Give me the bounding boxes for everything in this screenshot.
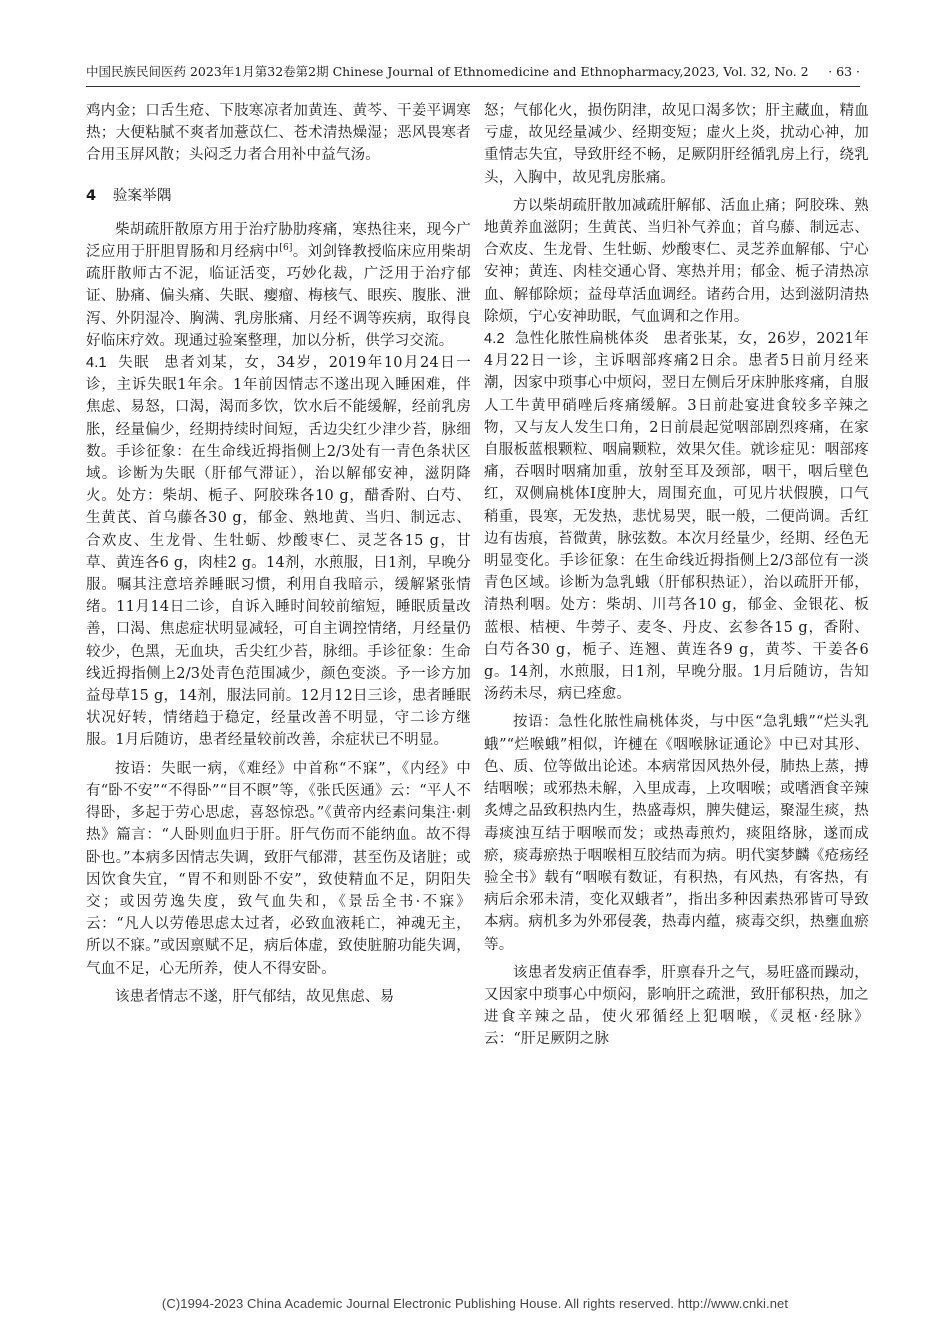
paragraph-text: 柴胡疏肝散原方用于治疗胁肋疼痛，寒热往来，现今广泛应用于肝胆胃肠和月经病中 <box>86 221 471 261</box>
citation-ref[interactable]: [6] <box>279 243 293 254</box>
section-number: 4 <box>86 187 97 204</box>
subsection-number: 4.2 <box>484 331 505 348</box>
comment-paragraph: 按语：急性化脓性扁桃体炎，与中医“急乳蛾”“烂头乳蛾”“烂喉蛾”相似，许槤在《咽喉脉证通论》中已对其形、色、质、位等做出论述。本病常因风热外侵，肺热上蒸，搏结咽喉；或邪热未解，入里成毒，上攻咽喉；或嗜酒食辛辣炙煿之品致积热内生，热盛毒炽，脾失健运，聚湿生痰，热毒痰浊互结于咽喉而发；或热毒煎灼，痰阻络脉，遂而成瘀，痰毒瘀热于咽喉相互胶结而为病。明代窦梦麟《疮疡经验全书》载有“咽喉有数证，有积热，有风热，有客热，有病后余邪未清，变化双蛾者”，指出多种因素热邪皆可导致本病。病机多为外邪侵袭，热毒内蕴，痰毒交织，热壅血瘀等。 <box>484 714 869 953</box>
case-text: 患者刘某，女，34岁，2019年10月24日一诊，主诉失眠1年余。1年前因情志不遂出现入睡困难，伴焦虑、易怒，口渴，渴而多饮，饮水后不能缓解，经前乳房胀，经量偏少，经期持续时间短，舌边尖红少津少苔，脉细数。手诊征象：在生命线近拇指侧上2/3处有一青色条状区域。诊断为失眠（肝郁气滞证），治以解郁安神，滋阴降火。处方：柴胡、栀子、阿胶珠各10 g，醋香附、白芍、生黄芪、首乌藤各30 g，郁金、熟地黄、当归、制远志、合欢皮、生龙骨、生牡蛎、炒酸枣仁、灵芝各15 g，甘草、黄连各6 g，肉桂2 g。14剂，水煎服，日1剂，早晚分服。嘱其注意培养睡眠习惯，利用自我暗示，缓解紧张情绪。11月14日二诊，自诉入睡时间较前缩短，睡眠质量改善，口渴、焦虑症状明显减轻，可自主调控情绪，月经量仍较少，色黑，无血块，舌尖红少苔，脉细。手诊征象：生命线近拇指侧上2/3处青色范围减少，颜色变淡。予一诊方加益母草15 g，14剂，服法同前。12月12日三诊，患者睡眠状况好转，情绪趋于稳定，经量改善不明显，守二诊方继服。1月后随访，患者经量较前改善，余症状已不明显。 <box>86 355 471 749</box>
right-column <box>484 100 869 1051</box>
running-header <box>86 58 860 86</box>
copyright-footer: (C)1994-2023 China Academic Journal Electronic Publishing House. All rights reserved. http://www.cnki.net <box>161 1296 789 1311</box>
header-rule <box>86 86 860 87</box>
section-title: 验案举隅 <box>112 187 172 204</box>
journal-citation: 中国民族民间医药 2023年1月第32卷第2期 Chinese Journal of Ethnomedicine and Ethnopharmacy,2023, Vol. 32, No. 2 <box>86 64 809 79</box>
case-paragraph <box>484 328 869 705</box>
subsection-title: 急性化脓性扁桃体炎 <box>514 331 650 348</box>
paragraph-intro <box>86 219 471 352</box>
section-heading <box>86 185 471 207</box>
paragraph-text: 方以柴胡疏肝散加减疏肝解郁、活血止痛；阿胶珠、熟地黄养血滋阴；生黄芪、当归补气养血；首乌藤、制远志、合欢皮、生龙骨、生牡蛎、炒酸枣仁、灵芝养血解郁、宁心安神；黄连、肉桂交通心肾、寒热并用；郁金、栀子清热凉血、解郁除烦；益母草活血调经。诸药合用，达到滋阴清热除烦，宁心安神助眠，气血调和之作用。 <box>484 197 869 325</box>
paragraph-continued: 鸡内金；口舌生疮、下肢寒凉者加黄连、黄芩、干姜平调寒热；大便粘腻不爽者加薏苡仁、苍术清热燥湿；恶风畏寒者合用玉屏风散；头闷乏力者合用补中益气汤。 <box>86 103 471 164</box>
page-number: · 63 · <box>828 64 860 79</box>
subsection-title: 失眠 <box>116 355 151 372</box>
case-text: 患者张某，女，26岁，2021年4月22日一诊，主诉咽部疼痛2日余。患者5日前月经来潮，因家中琐事心中烦闷，翌日左侧后牙床肿胀疼痛，自服人工牛黄甲硝唑后疼痛缓解。3日前赴宴进食较多辛辣之物，又与友人发生口角，2日前晨起觉咽部剧烈疼痛，在家自服板蓝根颗粒、咽扁颗粒，效果欠佳。就诊症见：咽部疼痛，吞咽时咽痛加重，放射至耳及颈部，咽干，咽后壁色红，双侧扁桃体Ⅰ度肿大，周围充血，可见片状假膜，口气稍重，畏寒，无发热，悲忧易哭，眠一般，二便尚调。舌红边有齿痕，苔微黄，脉弦数。本次月经量少，经期、经色无明显变化。手诊征象：在生命线近拇指侧上2/3部位有一淡青色区域。诊断为急乳蛾（肝郁积热证），治以疏肝开郁，清热利咽。处方：柴胡、川芎各10 g，郁金、金银花、板蓝根、桔梗、牛蒡子、麦冬、丹皮、玄参各15 g，香附、白芍各30 g，栀子、连翘、黄连各9 g，黄芩、干姜各6 g。14剂，水煎服，日1剂，早晚分服。1月后随访，告知汤药未尽，病已痊愈。 <box>484 331 869 703</box>
paragraph-text: 该患者情志不遂，肝气郁结，故见焦虑、易 <box>115 988 395 1005</box>
paragraph-text: 。刘剑锋教授临床应用柴胡疏肝散师古不泥，临证活变，巧妙化裁，广泛用于治疗郁证、胁痛、偏头痛、失眠、瘿瘤、梅核气、眼疾、腹胀、泄泻、外阴湿冷、胸满、乳房胀痛、月经不调等疾病，取得良好临床疗效。现通过验案整理，加以分析，供学习交流。 <box>86 244 471 349</box>
case-paragraph <box>86 352 471 752</box>
subsection-number: 4.1 <box>86 355 107 372</box>
left-column <box>86 100 471 1008</box>
paragraph-continued: 怒；气郁化火，损伤阴津，故见口渴多饮；肝主藏血，精血亏虚，故见经量减少、经期变短；虚火上炎，扰动心神，加重情志失宜，导致肝经不畅，足厥阴肝经循乳房上行，绕乳头，入胸中，故见乳房胀痛。 <box>484 103 869 186</box>
comment-paragraph: 按语：失眠一病，《难经》中首称“不寐”，《内经》中有“卧不安”“不得卧”“目不瞑”等，《张氏医通》云：“平人不得卧，多起于劳心思虑，喜怒惊恐。”《黄帝内经素问集注·刺热》篇言：“人卧则血归于肝。肝气伤而不能纳血。故不得卧也。”本病多因情志失调，致肝气郁滞，甚至伤及诸脏；或因饮食失宜，“胃不和则卧不安”，致使精血不足，阴阳失交；或因劳逸失度，致气血失和，《景岳全书·不寐》云：“凡人以劳倦思虑太过者，必致血液耗亡，神魂无主，所以不寐。”或因禀赋不足，病后体虚，致使脏腑功能失调，气血不足，心无所养，使人不得安卧。 <box>86 760 471 977</box>
paragraph-text: 该患者发病正值春季，肝禀春升之气，易旺盛而躁动，又因家中琐事心中烦闷，影响肝之疏泄，致肝郁积热，加之进食辛辣之品，使火邪循经上犯咽喉，《灵枢·经脉》云：“肝足厥阴之脉 <box>484 964 869 1048</box>
